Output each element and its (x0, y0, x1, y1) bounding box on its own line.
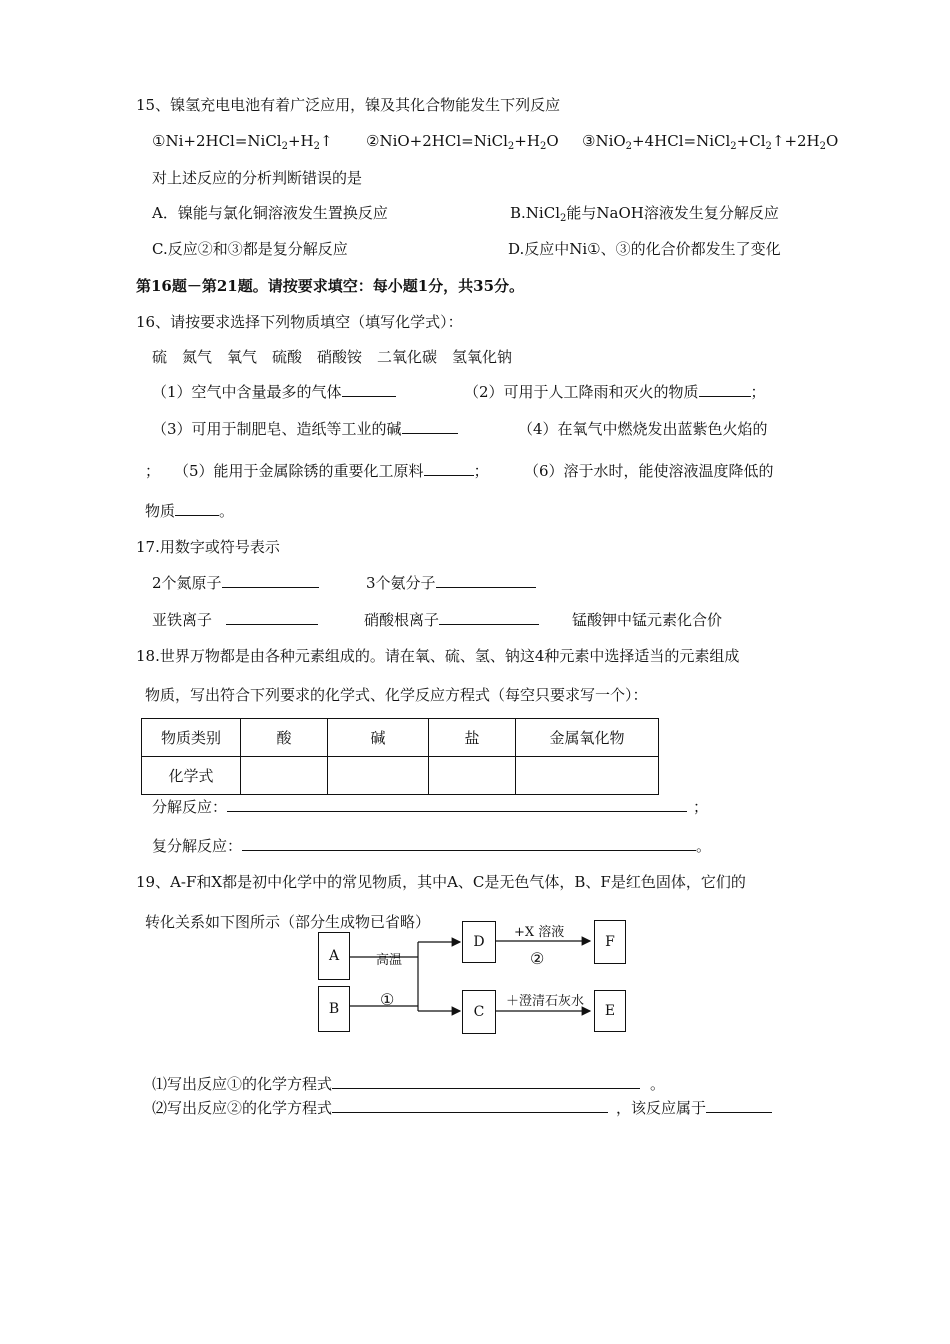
condition-high-temp: 高温 (376, 953, 403, 968)
node-e: E (594, 990, 626, 1032)
condition-x-solution: +X 溶液 (514, 925, 565, 940)
q17-item-2: 3个氨分子 (366, 573, 536, 593)
q15-title: 15、镍氢充电电池有着广泛应用，镍及其化合物能发生下列反应 (136, 96, 561, 114)
q16-part-3: （3）可用于制肥皂、造纸等工业的碱 (152, 419, 458, 439)
section-heading: 第16题－第21题。请按要求填空：每小题1分，共35分。 (136, 277, 525, 295)
q17-item-4: 硝酸根离子 (364, 610, 539, 630)
q19-line-1: 19、A-F和X都是初中化学中的常见物质，其中A、C是无色气体，B、F是红色固体，它们的 (136, 873, 746, 891)
node-f: F (594, 920, 626, 964)
answer-blank[interactable] (332, 1074, 640, 1089)
q15-reaction-3: $③NiO_2+4HCl=NiCl_2+Cl_2↑+2H_2O$ (582, 132, 839, 152)
table-row-label: 化学式 (142, 757, 241, 795)
node-a: A (318, 932, 350, 980)
q16-part-6: （6）溶于水时，能使溶液温度降低的 (524, 462, 774, 480)
q19-sub-1: ⑴写出反应①的化学方程式 。 (152, 1075, 666, 1093)
q16-part-7: 物质 。 (145, 502, 235, 520)
q15-option-c: C.反应②和③都是复分解反应 (152, 240, 348, 258)
q18-line-2: 物质，写出符合下列要求的化学式、化学反应方程式（每空只要求写一个）： (145, 686, 648, 704)
q15-reaction-1: $①Ni+2HCl=NiCl_2+H_2↑$ (152, 132, 333, 152)
node-b: B (318, 986, 350, 1032)
q15-option-a: A．镍能与氯化铜溶液发生置换反应 (152, 204, 388, 222)
table-header: 酸 (241, 719, 328, 757)
q17-item-5: 锰酸钾中锰元素化合价 (572, 611, 723, 629)
table-header: 金属氧化物 (516, 719, 659, 757)
q15-stem: 对上述反应的分析判断错误的是 (152, 169, 363, 187)
condition-limewater: ＋澄清石灰水 (506, 994, 585, 1009)
q19-line-2: 转化关系如下图所示（部分生成物已省略） (145, 913, 431, 931)
q16-part-2: （2）可用于人工降雨和灭火的物质 ； (464, 383, 766, 401)
table-header: 物质类别 (142, 719, 241, 757)
node-d: D (462, 921, 496, 963)
q16-title: 16、请按要求选择下列物质填空（填写化学式）： (136, 313, 463, 331)
table-header: 盐 (429, 719, 516, 757)
q15-option-d: D.反应中Ni①、③的化合价都发生了变化 (508, 240, 781, 258)
q18-decomposition: 分解反应： ； (152, 798, 709, 816)
q17-item-1: 2个氮原子 (152, 573, 319, 593)
answer-blank[interactable] (706, 1098, 772, 1113)
q17-item-3: 亚铁离子 (152, 610, 318, 630)
node-c: C (462, 990, 496, 1034)
q17-title: 17.用数字或符号表示 (136, 538, 280, 556)
q16-part-4: （4）在氧气中燃烧发出蓝紫色火焰的 (518, 420, 768, 438)
q16-part-5: ； （5）能用于金属除锈的重要化工原料 ； (145, 462, 489, 480)
table-header: 碱 (328, 719, 429, 757)
q15-option-b: B.NiCl$_2$能与NaOH溶液发生复分解反应 (510, 204, 779, 224)
answer-blank[interactable] (332, 1098, 608, 1113)
q16-part-1: （1）空气中含量最多的气体 (152, 382, 396, 402)
q16-items: 硫 氮气 氧气 硫酸 硝酸铵 二氧化碳 氢氧化钠 (152, 348, 513, 366)
q18-double-decomposition: 复分解反应： 。 (152, 837, 712, 855)
q19-sub-2: ⑵写出反应②的化学方程式 ，该反应属于 (152, 1098, 772, 1118)
q18-line-1: 18.世界万物都是由各种元素组成的。请在氧、硫、氢、钠这4种元素中选择适当的元素组成 (136, 647, 740, 665)
reaction-number-2: ② (530, 949, 545, 968)
reaction-number-1: ① (380, 990, 395, 1009)
q15-reaction-2: $②NiO+2HCl=NiCl_2+H_2O$ (366, 132, 559, 152)
